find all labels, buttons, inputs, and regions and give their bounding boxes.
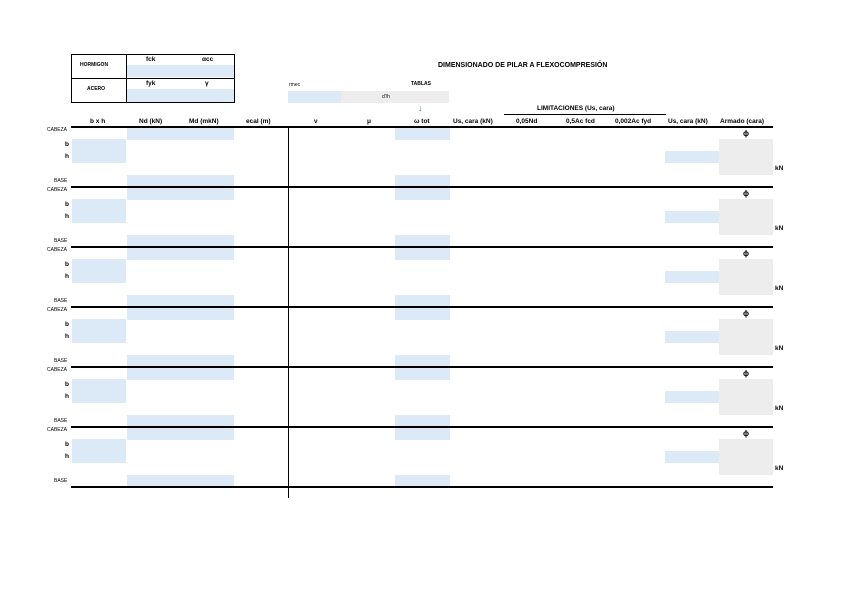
us-cara-cell[interactable] (665, 151, 719, 163)
bxh-input[interactable] (72, 139, 126, 163)
limitaciones-underline (504, 114, 666, 115)
col-armado: Armado (cara) (720, 118, 765, 125)
nd-cabeza-input[interactable] (127, 368, 234, 380)
us-cara-cell[interactable] (665, 211, 719, 223)
vertical-divider (288, 127, 289, 498)
phi-icon: ϕ (743, 429, 749, 438)
col-lim2: 0,5Ac fcd (566, 118, 595, 125)
kn-label: kN (775, 345, 784, 352)
bxh-input[interactable] (72, 259, 126, 283)
arrow-down-icon[interactable]: ↓ (418, 103, 423, 113)
base-label: BASE (54, 238, 68, 244)
bxh-input[interactable] (72, 199, 126, 223)
hormigon-label: HORMIGON (80, 62, 109, 68)
b-label: b (65, 321, 69, 328)
cabeza-label: CABEZA (47, 127, 68, 133)
limitaciones-label: LIMITACIONES (Us, cara) (537, 105, 615, 112)
phi-icon: ϕ (743, 129, 749, 138)
armado-cell (719, 319, 773, 355)
phi-icon: ϕ (743, 369, 749, 378)
wtot-cabeza-cell[interactable] (395, 188, 450, 200)
nd-cabeza-input[interactable] (127, 248, 234, 260)
h-label: h (65, 213, 69, 220)
base-label: BASE (54, 478, 68, 484)
wtot-cabeza-cell[interactable] (395, 428, 450, 440)
col-lim3: 0,002Ac fyd (615, 118, 652, 125)
fyk-input[interactable] (127, 89, 234, 102)
armado-cell (719, 139, 773, 175)
block-bottom-line (71, 486, 773, 488)
h-label: h (65, 333, 69, 340)
armado-cell (719, 259, 773, 295)
dh-cell (341, 91, 449, 103)
nd-cabeza-input[interactable] (127, 128, 234, 140)
wtot-cabeza-cell[interactable] (395, 248, 450, 260)
gamma-label: γ (205, 80, 209, 87)
col-nd: Nd (kN) (139, 118, 163, 125)
h-label: h (65, 273, 69, 280)
nd-cabeza-input[interactable] (127, 428, 234, 440)
col-us-cara: Us, cara (kN) (453, 118, 493, 125)
wtot-cabeza-cell[interactable] (395, 128, 450, 140)
h-label: h (65, 393, 69, 400)
fck-input[interactable] (127, 65, 234, 77)
col-md: Md (mkN) (189, 118, 219, 125)
b-label: b (65, 141, 69, 148)
armado-cell (719, 199, 773, 235)
fck-label: fck (146, 56, 156, 63)
fyk-label: fyk (146, 80, 156, 87)
h-label: h (65, 453, 69, 460)
phi-icon: ϕ (743, 189, 749, 198)
armado-cell (719, 439, 773, 475)
base-label: BASE (54, 178, 68, 184)
cabeza-label: CABEZA (47, 427, 68, 433)
alpha-cc-label: αcc (202, 56, 214, 63)
us-cara-cell[interactable] (665, 271, 719, 283)
b-label: b (65, 441, 69, 448)
tablas-label: TABLAS (411, 81, 431, 87)
cabeza-label: CABEZA (47, 367, 68, 373)
kn-label: kN (775, 285, 784, 292)
base-label: BASE (54, 418, 68, 424)
cabeza-label: CABEZA (47, 307, 68, 313)
wtot-cabeza-cell[interactable] (395, 308, 450, 320)
h-label: h (65, 153, 69, 160)
col-mu: μ (367, 118, 371, 125)
dh-label: d'/h (382, 94, 390, 100)
bxh-input[interactable] (72, 379, 126, 403)
base-label: BASE (54, 358, 68, 364)
col-ecal: ecal (m) (246, 118, 271, 125)
phi-icon: ϕ (743, 249, 749, 258)
page-title: DIMENSIONADO DE PILAR A FLEXOCOMPRESIÓN (438, 62, 608, 69)
col-nu: ν (314, 118, 318, 125)
kn-label: kN (775, 465, 784, 472)
col-wtot: ω tot (414, 118, 430, 125)
acero-label: ACERO (87, 86, 106, 92)
col-lim1: 0,05Nd (516, 118, 538, 125)
phi-icon: ϕ (743, 309, 749, 318)
nd-cabeza-input[interactable] (127, 188, 234, 200)
b-label: b (65, 261, 69, 268)
kn-label: kN (775, 225, 784, 232)
us-cara-cell[interactable] (665, 451, 719, 463)
base-label: BASE (54, 298, 68, 304)
col-us-cara2: Us, cara (kN) (668, 118, 708, 125)
rmec-input[interactable] (288, 91, 341, 103)
kn-label: kN (775, 405, 784, 412)
bxh-input[interactable] (72, 319, 126, 343)
b-label: b (65, 381, 69, 388)
us-cara-cell[interactable] (665, 391, 719, 403)
bxh-input[interactable] (72, 439, 126, 463)
b-label: b (65, 201, 69, 208)
us-cara-cell[interactable] (665, 331, 719, 343)
col-bxh: b x h (90, 118, 106, 125)
wtot-cabeza-cell[interactable] (395, 368, 450, 380)
armado-cell (719, 379, 773, 415)
cabeza-label: CABEZA (47, 247, 68, 253)
rmec-label: rmec (289, 82, 301, 88)
kn-label: kN (775, 165, 784, 172)
cabeza-label: CABEZA (47, 187, 68, 193)
nd-cabeza-input[interactable] (127, 308, 234, 320)
